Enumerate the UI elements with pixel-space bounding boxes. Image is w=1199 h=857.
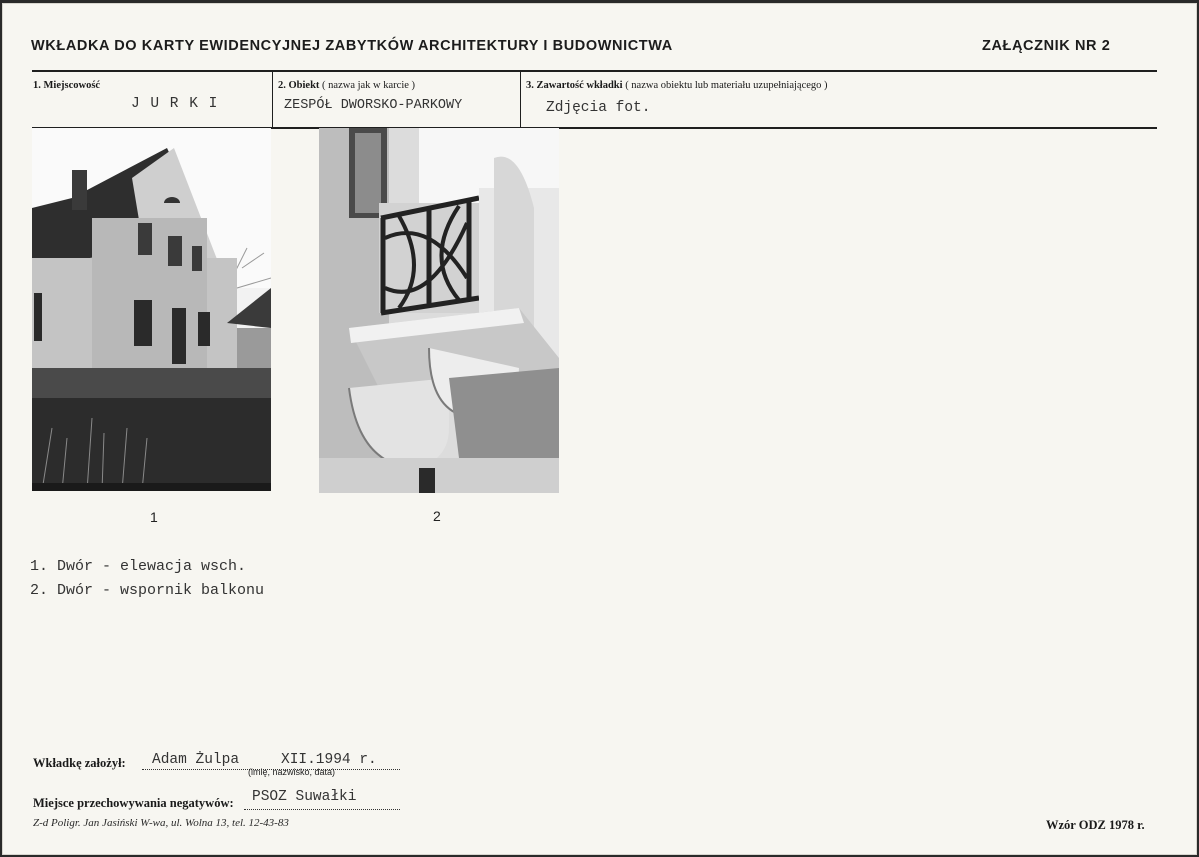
contents-value: Zdjęcia fot. bbox=[546, 100, 651, 116]
object-value: ZESPÓŁ DWORSKO-PARKOWY bbox=[284, 98, 463, 113]
object-label bbox=[278, 80, 415, 91]
contents-label-main: 3. Zawartość wkładki bbox=[526, 80, 623, 91]
object-label-note: ( nazwa jak w karcie ) bbox=[319, 80, 416, 91]
created-by-label: Wkładkę założył: bbox=[33, 756, 126, 770]
description-item-2: 2. Dwór - wspornik balkonu bbox=[30, 582, 265, 599]
photo-1-number: 1 bbox=[150, 509, 158, 525]
description-list bbox=[30, 555, 264, 603]
created-by-name: Adam Żulpa bbox=[152, 752, 240, 768]
photo-2-image bbox=[319, 128, 559, 493]
photo-2-balcony-bracket bbox=[319, 128, 559, 493]
attachment-number: ZAŁĄCZNIK NR 2 bbox=[982, 38, 1111, 54]
photo-2-number: 2 bbox=[433, 508, 441, 524]
form-identifier: Wzór ODZ 1978 r. bbox=[1046, 818, 1145, 832]
photo-1-manor-facade bbox=[32, 128, 271, 491]
table-divider-2 bbox=[520, 71, 521, 127]
object-label-main: 2. Obiekt bbox=[278, 80, 320, 91]
negatives-value: PSOZ Suwałki bbox=[252, 789, 357, 805]
inventory-card bbox=[2, 3, 1197, 855]
table-top-rule bbox=[32, 70, 1157, 72]
printer-imprint: Z-d Poligr. Jan Jasiński W-wa, ul. Wolna 13, tel. 12-43-83 bbox=[33, 817, 289, 829]
locality-label: 1. Miejscowość bbox=[33, 80, 101, 91]
card-title: WKŁADKA DO KARTY EWIDENCYJNEJ ZABYTKÓW ARCHITEKTURY I BUDOWNICTWA bbox=[31, 38, 673, 54]
created-by-date: XII.1994 r. bbox=[281, 752, 377, 768]
description-item-1: 1. Dwór - elewacja wsch. bbox=[30, 558, 247, 575]
contents-label bbox=[526, 80, 828, 91]
table-divider-1 bbox=[272, 71, 273, 127]
contents-label-note: ( nazwa obiektu lub materiału uzupełniającego ) bbox=[622, 80, 828, 91]
photo-1-image bbox=[32, 128, 271, 491]
created-by-hint: (imię, nazwisko, data) bbox=[248, 767, 336, 777]
locality-value: J U R K I bbox=[131, 96, 219, 112]
negatives-label: Miejsce przechowywania negatywów: bbox=[33, 796, 234, 810]
